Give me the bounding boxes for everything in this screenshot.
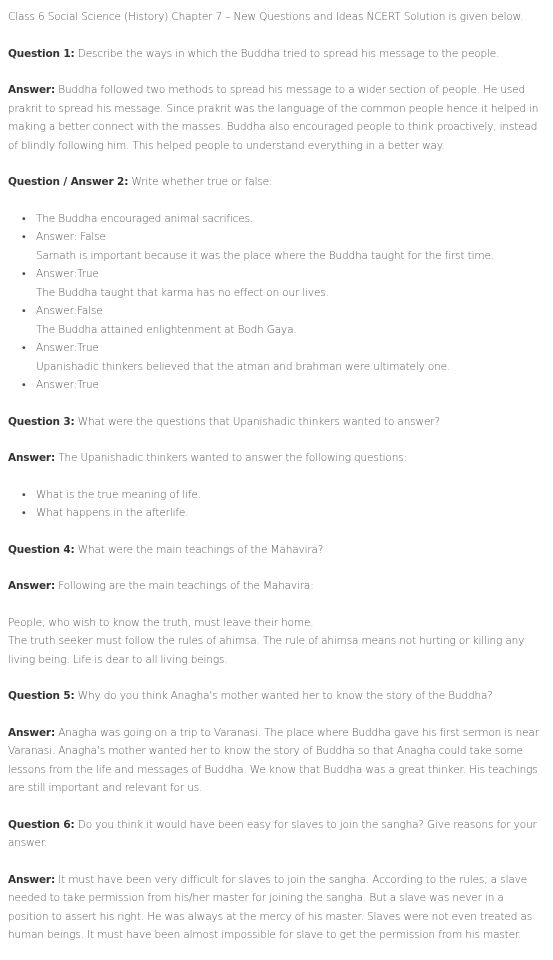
bullet-icon: •	[22, 268, 26, 280]
answer-text: Buddha followed two methods to spread his message to a wider section of people. He used prakrit to spread his message. Since prakrit was the language of the common people hence it helped in making a better connect with the masses. Buddha also encouraged people to think proactively, instead of blindly following him. This helped people to understand everything in a better way.	[8, 84, 539, 152]
answer-6	[8, 871, 543, 945]
list-item: • Answer: False Sarnath is important because it was the place where the Buddha taught for the first time.	[36, 228, 543, 265]
bullet-icon: •	[22, 305, 26, 317]
answer-1	[8, 81, 543, 155]
list-item: • Answer:True Upanishadic thinkers believed that the atman and brahman were ultimately one.	[36, 339, 543, 376]
list-item: • What is the true meaning of life.	[36, 486, 543, 505]
question-label: Question 5:	[8, 690, 75, 702]
question-text: What were the main teachings of the Mahavira?	[74, 543, 324, 556]
statement-text: The Buddha taught that karma has no effect on our lives.	[36, 286, 329, 299]
question-text: Write whether true or false:	[128, 176, 273, 188]
true-false-list	[8, 210, 543, 395]
bullet-icon: •	[22, 212, 26, 225]
statement-text: Upanishadic thinkers believed that the atman and brahman were ultimately one.	[36, 360, 451, 373]
bullet-icon: •	[22, 342, 26, 354]
list-item: • Answer:False The Buddha attained enlightenment at Bodh Gaya.	[36, 302, 543, 339]
bullet-icon: •	[22, 507, 26, 519]
question-label: Question 4:	[8, 543, 75, 556]
answer-text: Following are the main teachings of the Mahavira:	[55, 580, 314, 592]
answer-label: Answer:	[8, 84, 55, 96]
list-item: • The Buddha encouraged animal sacrifices.	[36, 210, 543, 229]
answer-text: The Upanishadic thinkers wanted to answer the following questions:	[55, 452, 407, 464]
question-text: What were the questions that Upanishadic thinkers wanted to answer?	[74, 415, 440, 428]
answer-4	[8, 577, 543, 596]
answer-label: Answer:	[8, 726, 55, 739]
answer-label: Answer:	[8, 580, 55, 592]
question-label: Question 1:	[8, 47, 75, 60]
questions-list	[8, 486, 543, 523]
question-text: Describe the ways in which the Buddha tried to spread his message to the people.	[74, 47, 500, 60]
question-2	[8, 173, 543, 192]
teaching-line: The truth seeker must follow the rules of ahimsa. The rule of ahimsa means not hurting or killing any living being. Life is dear to all living beings.	[8, 635, 525, 666]
question-5	[8, 687, 543, 706]
intro-paragraph: Class 6 Social Science (History) Chapter 7 – New Questions and Ideas NCERT Solution is given below.	[8, 11, 524, 23]
answer-5	[8, 724, 543, 798]
question-4	[8, 541, 543, 560]
answer-text: Anagha was going on a trip to Varanasi. The place where Buddha gave his first sermon is near Varanasi. Anagha's mother wanted her to know the story of Buddha so that Anagha could take some lessons from the life and messages of Buddha. We know that Buddha was a great thinker. His teachings are still important and relevant for us.	[8, 726, 539, 794]
teachings	[8, 614, 543, 670]
question-label: Question 6:	[8, 818, 75, 831]
list-item: • Answer:True	[36, 376, 543, 395]
answer-text: It must have been very difficult for slaves to join the sangha. According to the rules; a slave needed to take permission from his/her master for joining the sangha. But a slave was never in a position to assert his right. He was always at the mercy of his master. Slaves were not even treated as human beings. It must have been almost impossible for slave to get the permission from his master.	[8, 873, 533, 941]
list-item: • Answer:True The Buddha taught that karma has no effect on our lives.	[36, 265, 543, 302]
answer-label: Answer:	[8, 873, 55, 886]
question-6	[8, 816, 543, 853]
question-1	[8, 45, 543, 64]
teaching-line: People, who wish to know the truth, must leave their home.	[8, 616, 314, 629]
statement-text: Sarnath is important because it was the place where the Buddha taught for the first time.	[36, 249, 494, 262]
bullet-icon: •	[22, 488, 26, 501]
answer-label: Answer:	[8, 452, 55, 464]
question-3	[8, 413, 543, 432]
question-label: Question 3:	[8, 415, 75, 428]
question-label: Question / Answer 2:	[8, 176, 129, 188]
bullet-icon: •	[22, 379, 26, 391]
bullet-icon: •	[22, 231, 26, 243]
answer-3	[8, 449, 543, 468]
question-text: Do you think it would have been easy for slaves to join the sangha? Give reasons for your answer.	[8, 818, 537, 849]
statement-text: The Buddha attained enlightenment at Bodh Gaya.	[36, 323, 297, 336]
question-text: Why do you think Anagha's mother wanted her to know the story of the Buddha?	[74, 690, 493, 702]
list-item: • What happens in the afterlife.	[36, 504, 543, 523]
